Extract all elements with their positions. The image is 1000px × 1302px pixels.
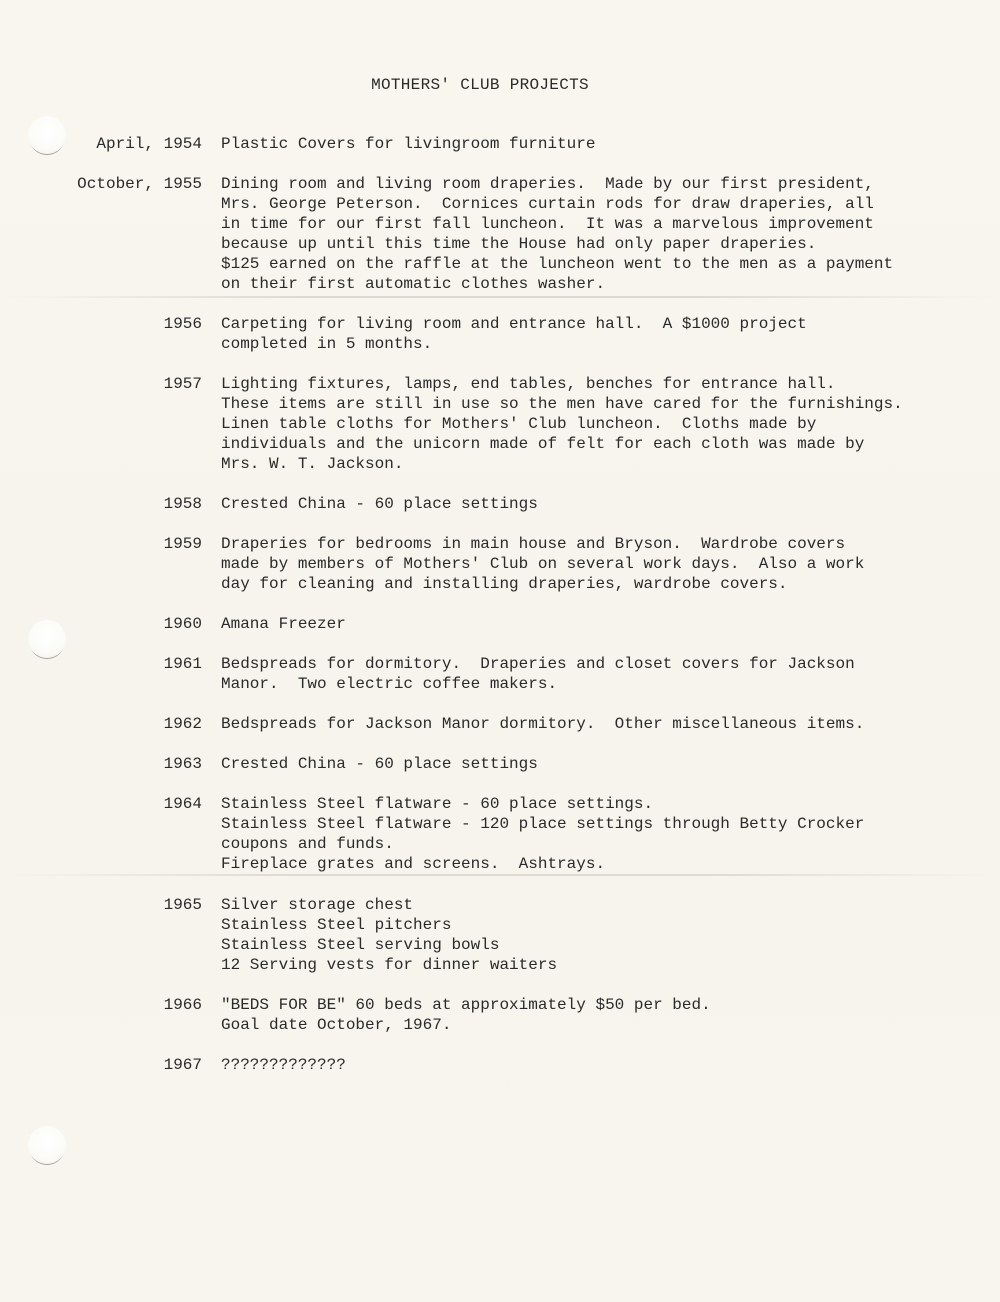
entry-date: 1963 xyxy=(163,755,202,773)
entry-date: 1961 xyxy=(163,655,202,673)
project-entry xyxy=(0,654,1000,694)
entry-description xyxy=(221,534,961,594)
entry-line: completed in 5 months. xyxy=(221,335,433,353)
project-entry xyxy=(0,895,1000,975)
entry-line: Fireplace grates and screens. Ashtrays. xyxy=(221,855,606,873)
project-entry xyxy=(0,534,1000,594)
entry-date: 1957 xyxy=(163,375,202,393)
entry-description xyxy=(221,174,961,294)
entry-date: 1967 xyxy=(163,1056,202,1074)
entry-line: Stainless Steel flatware - 60 place settings. xyxy=(221,795,654,813)
project-entry xyxy=(0,174,1000,294)
entry-date: 1956 xyxy=(163,315,202,333)
entry-line: Bedspreads for dormitory. Draperies and closet covers for Jackson xyxy=(221,655,855,673)
entry-line: Linen table cloths for Mothers' Club luncheon. Cloths made by xyxy=(221,415,817,433)
entry-description xyxy=(221,134,961,154)
entry-line: on their first automatic clothes washer. xyxy=(221,275,606,293)
entry-date: 1965 xyxy=(163,896,202,914)
entry-date: 1960 xyxy=(163,615,202,633)
entry-line: Carpeting for living room and entrance hall. A $1000 project xyxy=(221,315,807,333)
entry-description xyxy=(221,374,961,474)
project-entry xyxy=(0,995,1000,1035)
entry-date: 1964 xyxy=(163,795,202,813)
entry-date: 1966 xyxy=(163,996,202,1014)
entry-line: Mrs. W. T. Jackson. xyxy=(221,455,404,473)
project-entry xyxy=(0,1055,1000,1075)
entry-line: Stainless Steel serving bowls xyxy=(221,936,500,954)
project-entry xyxy=(0,794,1000,874)
entry-line: day for cleaning and installing draperies, wardrobe covers. xyxy=(221,575,788,593)
project-entry xyxy=(0,754,1000,774)
entry-line: Goal date October, 1967. xyxy=(221,1016,452,1034)
page-title: MOTHERS' CLUB PROJECTS xyxy=(371,76,589,94)
project-entry xyxy=(0,494,1000,514)
entry-description xyxy=(221,614,961,634)
project-entry xyxy=(0,374,1000,474)
entry-description xyxy=(221,995,961,1035)
entry-description xyxy=(221,895,961,975)
entry-line: Dining room and living room draperies. Made by our first president, xyxy=(221,175,874,193)
entry-line: Crested China - 60 place settings xyxy=(221,495,538,513)
entry-date: October, 1955 xyxy=(77,175,202,193)
project-list xyxy=(0,134,1000,1095)
entry-line: Silver storage chest xyxy=(221,896,414,914)
project-entry xyxy=(0,134,1000,154)
entry-line: Bedspreads for Jackson Manor dormitory. Other miscellaneous items. xyxy=(221,715,865,733)
entry-date: April, 1954 xyxy=(96,135,202,153)
entry-description xyxy=(221,754,961,774)
entry-line: Stainless Steel flatware - 120 place settings through Betty Crocker xyxy=(221,815,865,833)
entry-line: Stainless Steel pitchers xyxy=(221,916,452,934)
entry-description xyxy=(221,654,961,694)
entry-line: ????????????? xyxy=(221,1056,346,1074)
entry-line: Amana Freezer xyxy=(221,615,346,633)
entry-line: 12 Serving vests for dinner waiters xyxy=(221,956,558,974)
entry-line: $125 earned on the raffle at the luncheon went to the men as a payment xyxy=(221,255,894,273)
entry-line: Lighting fixtures, lamps, end tables, benches for entrance hall. xyxy=(221,375,836,393)
entry-date: 1958 xyxy=(163,495,202,513)
entry-line: coupons and funds. xyxy=(221,835,394,853)
entry-line: in time for our first fall luncheon. It was a marvelous improvement xyxy=(221,215,874,233)
entry-line: Manor. Two electric coffee makers. xyxy=(221,675,558,693)
entry-line: individuals and the unicorn made of felt for each cloth was made by xyxy=(221,435,865,453)
entry-description xyxy=(221,714,961,734)
entry-date: 1962 xyxy=(163,715,202,733)
project-entry xyxy=(0,314,1000,354)
entry-date: 1959 xyxy=(163,535,202,553)
entry-line: because up until this time the House had only paper draperies. xyxy=(221,235,817,253)
entry-line: "BEDS FOR BE" 60 beds at approximately $50 per bed. xyxy=(221,996,711,1014)
entry-line: These items are still in use so the men have cared for the furnishings. xyxy=(221,395,903,413)
entry-line: Mrs. George Peterson. Cornices curtain rods for draw draperies, all xyxy=(221,195,874,213)
project-entry xyxy=(0,714,1000,734)
entry-description xyxy=(221,1055,961,1075)
punch-hole-icon xyxy=(28,1126,66,1164)
entry-description xyxy=(221,794,961,874)
entry-line: made by members of Mothers' Club on several work days. Also a work xyxy=(221,555,865,573)
entry-description xyxy=(221,314,961,354)
project-entry xyxy=(0,614,1000,634)
entry-line: Draperies for bedrooms in main house and Bryson. Wardrobe covers xyxy=(221,535,846,553)
entry-line: Crested China - 60 place settings xyxy=(221,755,538,773)
entry-description xyxy=(221,494,961,514)
entry-line: Plastic Covers for livingroom furniture xyxy=(221,135,596,153)
